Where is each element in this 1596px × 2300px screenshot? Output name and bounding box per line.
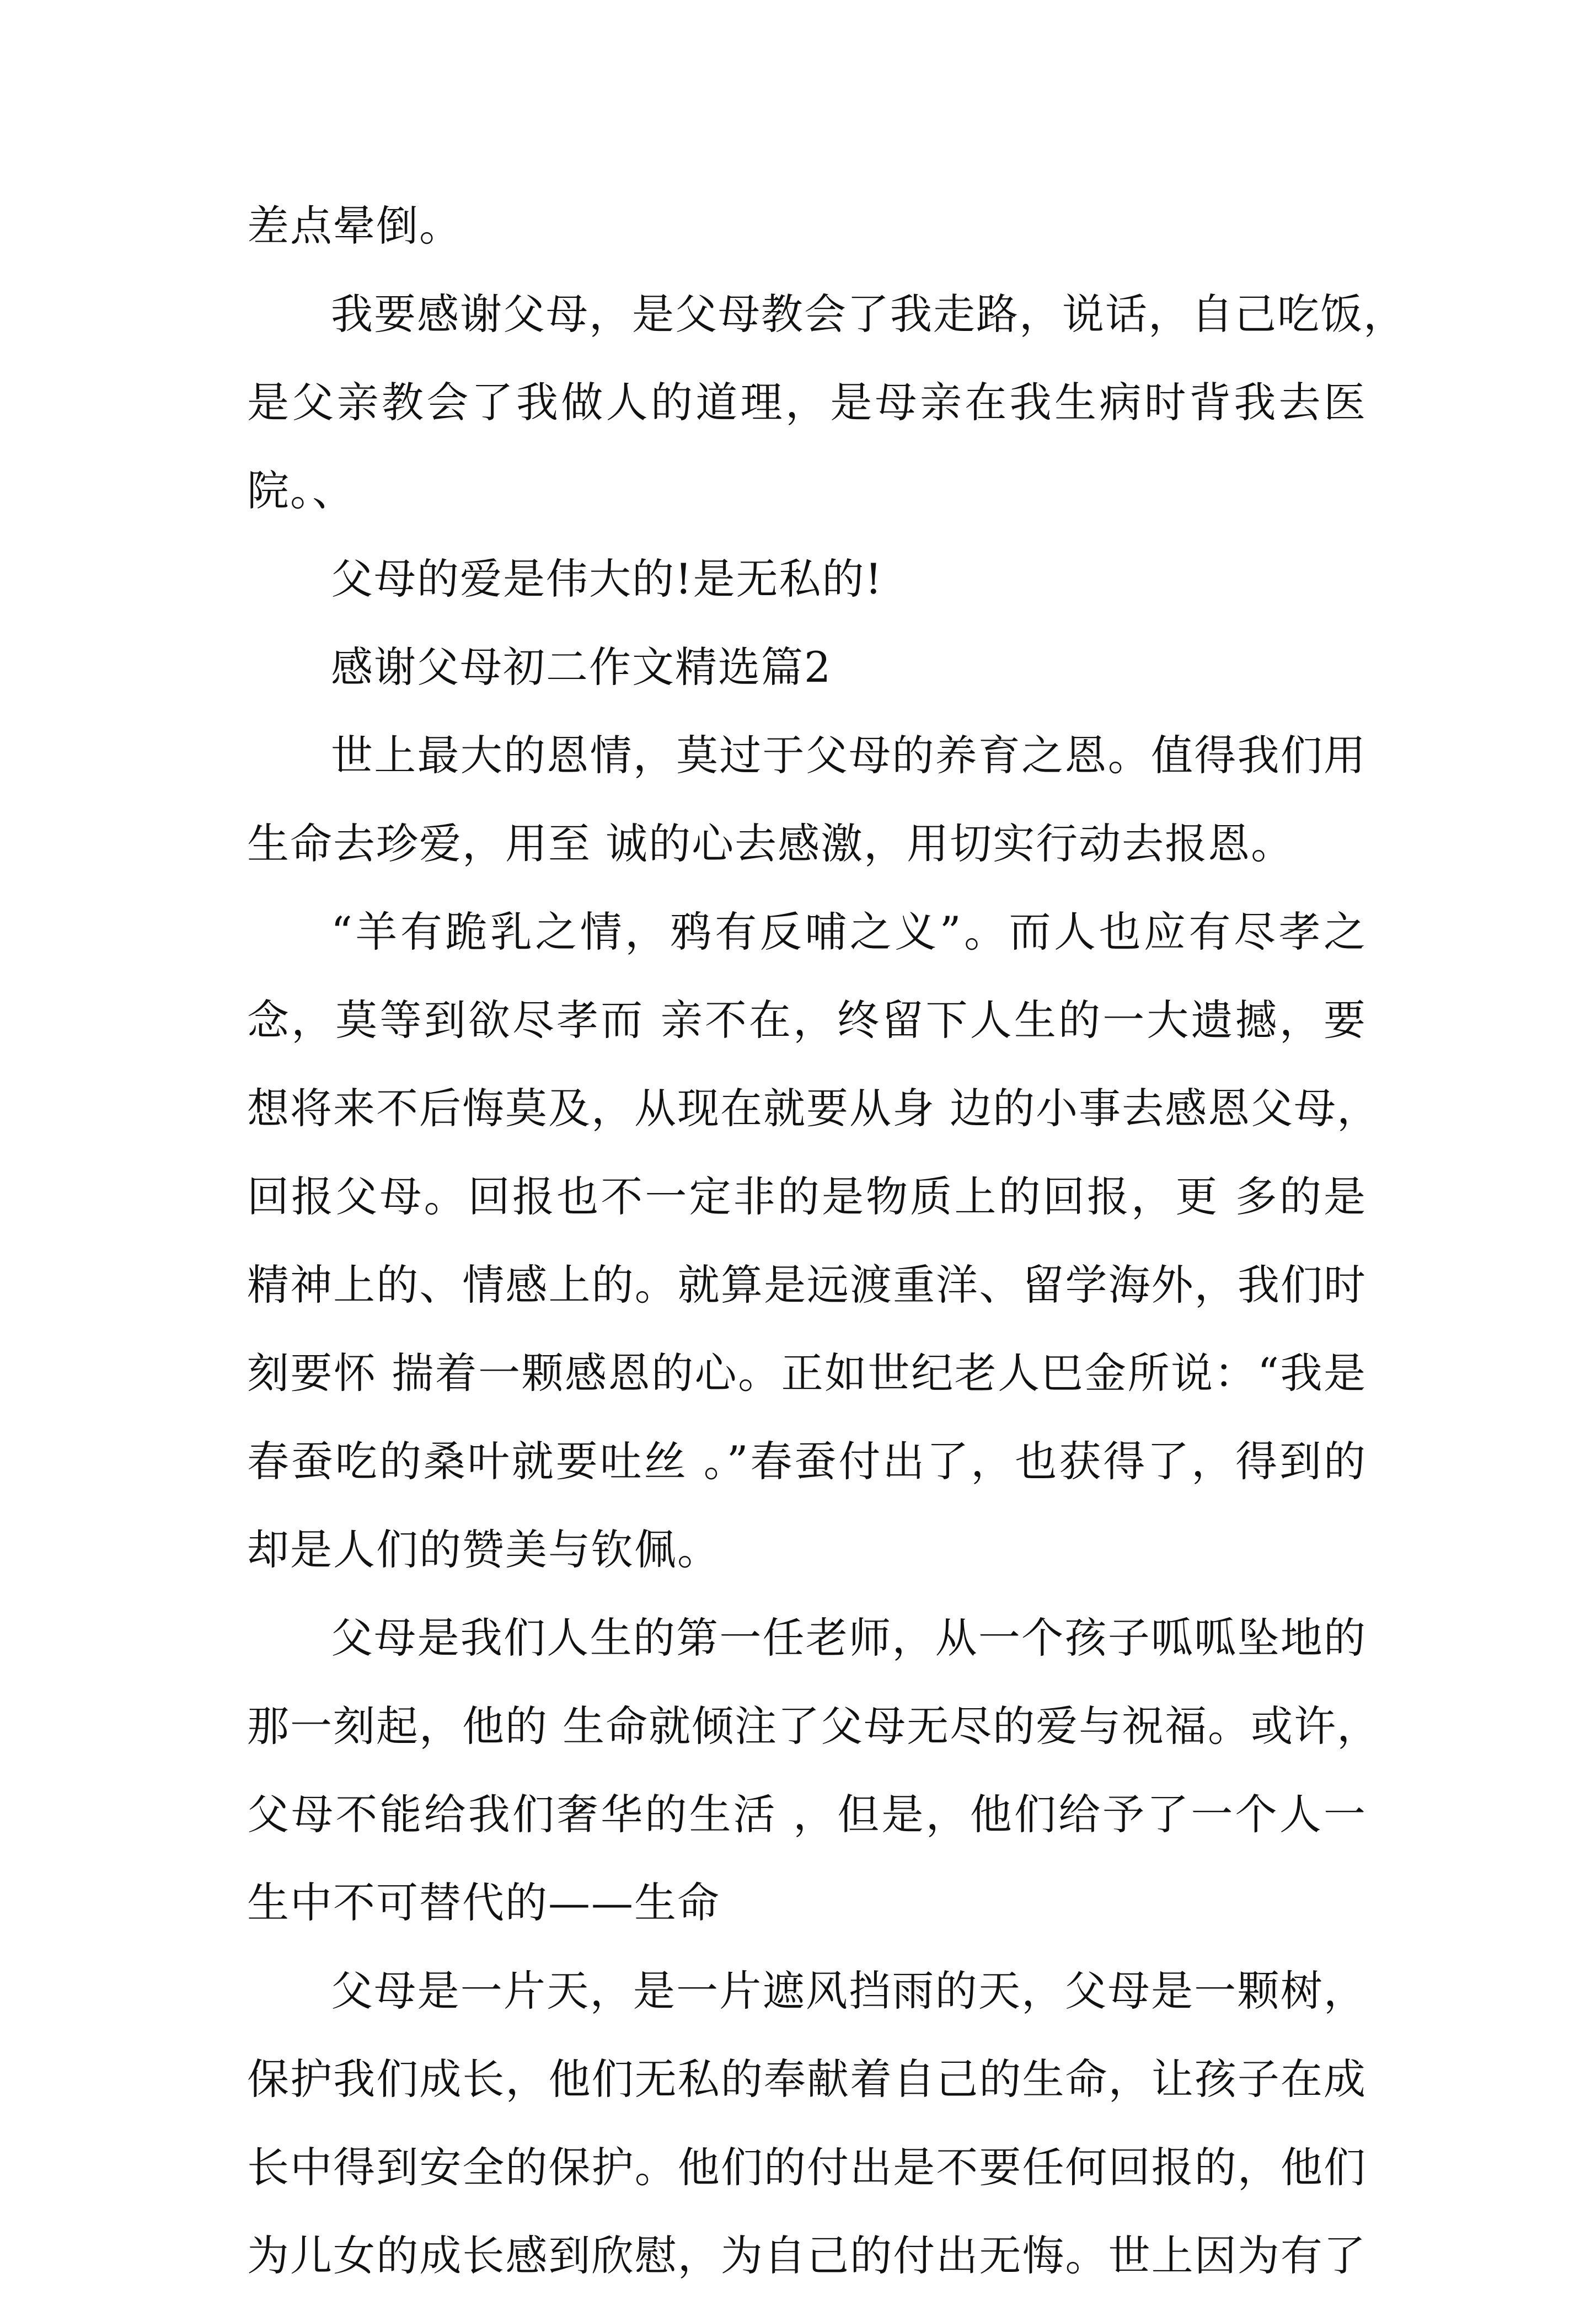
text-line: 为儿女的成长感到欣慰，为自己的付出无悔。世上因为有了 [247,2231,1367,2280]
text-line: 精神上的、情感上的。就算是远渡重洋、留学海外，我们时 [247,1260,1367,1309]
text-line: 父母是我们人生的第一任老师，从一个孩子呱呱坠地的 [331,1613,1367,1662]
text-line: 院。、 [247,466,355,515]
text-line: “羊有跪乳之情，鸦有反哺之义”。而人也应有尽孝之 [331,907,1367,956]
text-line: 生中不可替代的——生命 [247,1878,720,1927]
text-line: 春蚕吃的桑叶就要吐丝 。”春蚕付出了，也获得了，得到的 [247,1437,1367,1486]
essay-body [247,182,1406,2300]
text-line: 世上最大的恩情，莫过于父母的养育之恩。值得我们用 [331,731,1367,780]
text-line: 我要感谢父母，是父母教会了我走路，说话，自己吃饭， [331,290,1406,339]
text-line: 父母是一片天，是一片遮风挡雨的天，父母是一颗树， [331,1966,1367,2015]
section-heading: 感谢父母初二作文精选篇2 [331,643,832,692]
text-line: 念，莫等到欲尽孝而 亲不在，终留下人生的一大遗撼，要 [247,996,1367,1045]
text-line: 长中得到安全的保护。他们的付出是不要任何回报的，他们 [247,2143,1367,2192]
text-line: 想将来不后悔莫及，从现在就要从身 边的小事去感恩父母， [247,1084,1380,1133]
text-line: 那一刻起，他的 生命就倾注了父母无尽的爱与祝福。或许， [247,1702,1380,1751]
text-line: 父母的爱是伟大的!是无私的! [331,554,883,603]
text-line: 父母不能给我们奢华的生活 ，但是，他们给予了一个人一 [247,1790,1367,1839]
text-line: 却是人们的赞美与钦佩。 [247,1525,720,1574]
text-line: 差点晕倒。 [247,201,462,250]
text-line: 是父亲教会了我做人的道理，是母亲在我生病时背我去医 [247,378,1367,427]
text-line: 保护我们成长，他们无私的奉献着自己的生命，让孩子在成 [247,2055,1367,2104]
text-line: 生命去珍爱，用至 诚的心去感激，用切实行动去报恩。 [247,819,1294,868]
text-line: 回报父母。回报也不一定非的是物质上的回报，更 多的是 [247,1172,1367,1221]
text-line: 刻要怀 揣着一颗感恩的心。正如世纪老人巴金所说：“我是 [247,1349,1367,1398]
